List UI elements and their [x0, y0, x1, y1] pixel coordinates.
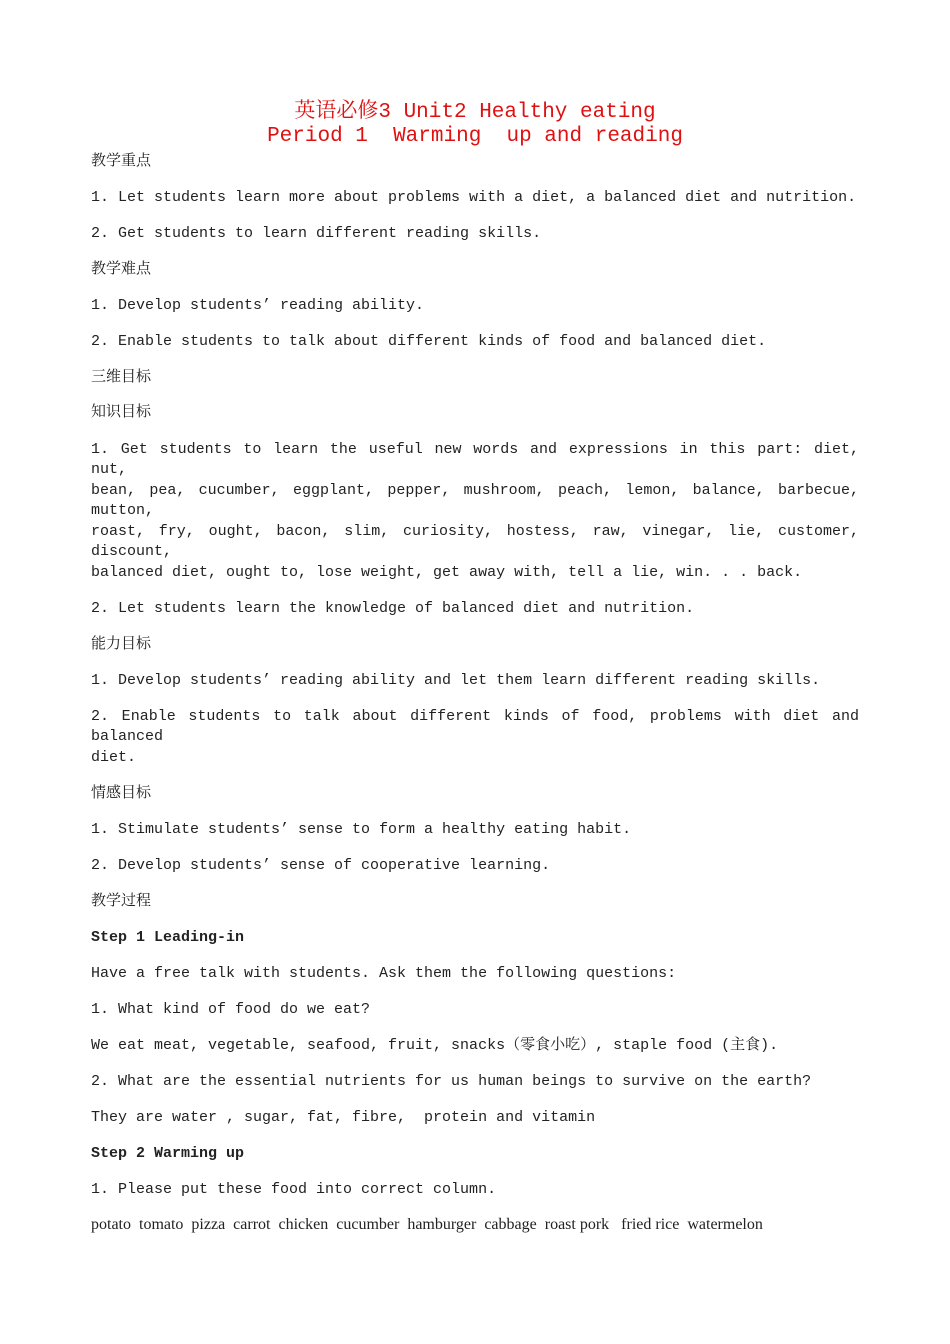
heading-teaching-difficulty: 教学难点 — [91, 261, 152, 278]
document-title-line-2: Period 1 Warming up and reading — [267, 125, 683, 148]
emotional-item-1: 1. Stimulate students’ sense to form a healthy eating habit. — [91, 821, 632, 838]
focus-item-2: 2. Get students to learn different reading skills. — [91, 225, 542, 242]
knowledge-item-1-line-1: 1. Get students to learn the useful new words and expressions in this part: diet, nut, — [91, 441, 859, 478]
step-1-question-1: 1. What kind of food do we eat? — [91, 1001, 371, 1018]
step-1-question-2: 2. What are the essential nutrients for us human beings to survive on the earth? — [91, 1073, 812, 1090]
step-1-heading: Step 1 Leading-in — [91, 929, 245, 946]
heading-knowledge-goals: 知识目标 — [91, 404, 152, 421]
difficulty-item-1: 1. Develop students’ reading ability. — [91, 297, 425, 314]
step-1-answer-2: They are water , sugar, fat, fibre, protein and vitamin — [91, 1109, 596, 1126]
heading-teaching-focus: 教学重点 — [91, 153, 152, 170]
document-title-line-1: 英语必修3 Unit2 Healthy eating — [294, 101, 656, 124]
ability-item-2-line-2: diet. — [91, 749, 137, 766]
step-1-intro: Have a free talk with students. Ask them the following questions: — [91, 965, 677, 982]
ability-item-2-line-1: 2. Enable students to talk about different kinds of food, problems with diet and balanced — [91, 708, 859, 745]
heading-teaching-process: 教学过程 — [91, 893, 152, 910]
difficulty-item-2: 2. Enable students to talk about different kinds of food and balanced diet. — [91, 333, 767, 350]
step-2-heading: Step 2 Warming up — [91, 1145, 245, 1162]
knowledge-item-1-line-4: balanced diet, ought to, lose weight, get away with, tell a lie, win. . . back. — [91, 564, 803, 581]
heading-emotional-goals: 情感目标 — [91, 785, 152, 802]
food-word-list: potato tomato pizza carrot chicken cucumber hamburger cabbage roast pork fried rice watermelon — [91, 1216, 763, 1233]
ability-item-1: 1. Develop students’ reading ability and let them learn different reading skills. — [91, 672, 821, 689]
heading-three-dimensional-goals: 三维目标 — [91, 369, 152, 386]
knowledge-item-1-line-2: bean, pea, cucumber, eggplant, pepper, mushroom, peach, lemon, balance, barbecue, mutton, — [91, 482, 859, 519]
emotional-item-2: 2. Develop students’ sense of cooperative learning. — [91, 857, 551, 874]
knowledge-item-2: 2. Let students learn the knowledge of balanced diet and nutrition. — [91, 600, 695, 617]
focus-item-1: 1. Let students learn more about problems with a diet, a balanced diet and nutrition. — [91, 189, 857, 206]
knowledge-item-1-line-3: roast, fry, ought, bacon, slim, curiosity, hostess, raw, vinegar, lie, customer, discount, — [91, 523, 859, 560]
heading-ability-goals: 能力目标 — [91, 636, 152, 653]
step-1-answer-1: We eat meat, vegetable, seafood, fruit, snacks（零食小吃）, staple food (主食). — [91, 1037, 779, 1054]
step-2-instruction: 1. Please put these food into correct column. — [91, 1181, 497, 1198]
